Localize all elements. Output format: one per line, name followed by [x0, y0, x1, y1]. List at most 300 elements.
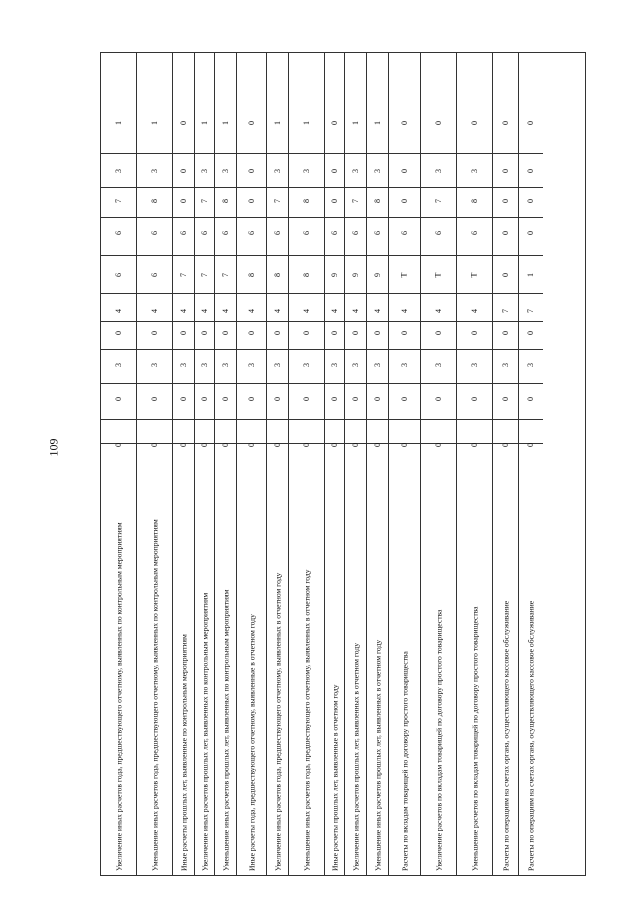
- code-digit: 3: [372, 363, 382, 367]
- code-digit: 0: [350, 443, 360, 447]
- table-row: [195, 53, 215, 875]
- row-description: Расчеты по операциям на счетах органа, осуществляющего кассовое обслуживание: [500, 600, 510, 871]
- code-digit-cell: [215, 228, 236, 238]
- code-digit-cell: [267, 196, 288, 206]
- row-description: Увеличение иных расчетов года, предшествующего отчетному, выявленных в отчетном году: [272, 572, 282, 871]
- code-digit-cell: [289, 306, 324, 316]
- row-description: Иные расчеты прошлых лет, выявленные в отчетном году: [329, 684, 339, 871]
- code-digit-cell: [215, 270, 236, 280]
- code-digit-cell: [389, 118, 420, 128]
- code-digit: 1: [372, 121, 382, 125]
- code-digit-cell: [289, 270, 324, 280]
- code-digit: 1: [113, 121, 123, 125]
- code-digit: 8: [272, 273, 282, 277]
- code-digit: 0: [372, 443, 382, 447]
- code-digit: 7: [178, 273, 188, 277]
- code-digit-cell: [173, 166, 194, 176]
- code-digit: 0: [526, 199, 535, 203]
- code-digit-cell: [345, 328, 366, 338]
- code-digit-cell: [325, 360, 344, 370]
- code-digit-cell: [267, 306, 288, 316]
- code-digit: 4: [149, 309, 159, 313]
- code-digit: 0: [149, 443, 159, 447]
- code-digit-cell: [173, 270, 194, 280]
- code-digit-cell: [173, 394, 194, 404]
- row-description-cell: [173, 443, 194, 875]
- code-digit: 0: [500, 331, 510, 335]
- table-row: [101, 53, 137, 875]
- code-digit-cell: [289, 196, 324, 206]
- code-digit-cell: [267, 118, 288, 128]
- table-row: [367, 53, 389, 875]
- code-digit-cell: [421, 196, 456, 206]
- code-digit: 0: [329, 397, 339, 401]
- code-digit-cell: [195, 394, 214, 404]
- code-digit-cell: [195, 440, 214, 450]
- code-digit-cell: [421, 166, 456, 176]
- row-description-cell: [493, 443, 518, 875]
- code-digit: 0: [220, 397, 230, 401]
- row-description: Уменьшение иных расчетов прошлых лет, выявленных в отчетном году: [372, 639, 382, 871]
- code-digit: 0: [526, 121, 535, 125]
- code-digit: 1: [526, 273, 535, 277]
- code-digit-cell: [101, 394, 136, 404]
- code-digit-cell: [325, 118, 344, 128]
- code-digit: 1: [199, 121, 209, 125]
- code-digit: 8: [372, 199, 382, 203]
- table-row: [137, 53, 173, 875]
- code-digit-cell: [215, 328, 236, 338]
- code-digit-cell: [389, 394, 420, 404]
- code-digit: 8: [220, 199, 230, 203]
- code-digit-cell: [237, 166, 266, 176]
- code-digit-cell: [237, 118, 266, 128]
- code-digit-cell: [101, 228, 136, 238]
- code-digit-cell: [519, 328, 543, 338]
- code-digit-cell: [173, 440, 194, 450]
- table-row: [237, 53, 267, 875]
- code-digit: 0: [372, 331, 382, 335]
- code-digit: 3: [469, 169, 479, 173]
- table-row: [345, 53, 367, 875]
- code-digit-cell: [367, 440, 388, 450]
- code-digit: 0: [178, 199, 188, 203]
- code-digit: 0: [272, 397, 282, 401]
- code-digit: 0: [220, 443, 230, 447]
- code-digit: 3: [433, 169, 443, 173]
- code-digit: Т: [469, 272, 479, 278]
- code-digit: 0: [149, 397, 159, 401]
- code-digit: 6: [301, 231, 311, 235]
- code-digit: 6: [329, 231, 339, 235]
- code-digit-cell: [421, 118, 456, 128]
- code-digit: Т: [399, 272, 409, 278]
- code-digit: 4: [301, 309, 311, 313]
- code-digit: 1: [149, 121, 159, 125]
- code-digit: 0: [246, 169, 256, 173]
- code-digit-cell: [237, 270, 266, 280]
- code-digit-cell: [101, 166, 136, 176]
- code-digit: 4: [399, 309, 409, 313]
- code-digit-cell: [493, 118, 518, 128]
- code-digit: 0: [329, 169, 339, 173]
- code-digit-cell: [389, 360, 420, 370]
- code-digit-cell: [493, 328, 518, 338]
- code-digit: 3: [113, 363, 123, 367]
- code-digit: 0: [500, 397, 510, 401]
- code-digit-cell: [345, 118, 366, 128]
- code-digit-cell: [101, 196, 136, 206]
- code-digit-cell: [267, 228, 288, 238]
- code-digit-cell: [493, 394, 518, 404]
- code-digit: 4: [350, 309, 360, 313]
- code-digit-cell: [289, 166, 324, 176]
- code-digit-cell: [289, 228, 324, 238]
- code-digit: 6: [113, 273, 123, 277]
- code-digit-cell: [493, 196, 518, 206]
- code-digit: 3: [526, 363, 535, 367]
- code-digit-cell: [421, 228, 456, 238]
- code-digit-cell: [493, 228, 518, 238]
- code-digit: 6: [433, 231, 443, 235]
- code-digit: 0: [469, 397, 479, 401]
- code-digit-cell: [457, 228, 492, 238]
- code-digit-cell: [215, 166, 236, 176]
- code-digit-cell: [137, 306, 172, 316]
- code-digit-cell: [325, 270, 344, 280]
- code-digit-cell: [367, 118, 388, 128]
- code-digit: 0: [350, 397, 360, 401]
- code-digit-cell: [137, 166, 172, 176]
- code-digit: 0: [246, 397, 256, 401]
- code-digit-cell: [137, 228, 172, 238]
- code-digit-cell: [267, 328, 288, 338]
- code-digit-cell: [421, 306, 456, 316]
- code-digit: 3: [220, 169, 230, 173]
- code-digit: 0: [526, 169, 535, 173]
- row-description-cell: [215, 443, 236, 875]
- code-digit: 4: [199, 309, 209, 313]
- code-digit-cell: [173, 360, 194, 370]
- table-row: [493, 53, 519, 875]
- code-digit-cell: [367, 306, 388, 316]
- code-digit-cell: [367, 394, 388, 404]
- code-digit-cell: [345, 440, 366, 450]
- table-row: [519, 53, 543, 875]
- code-digit-cell: [325, 440, 344, 450]
- code-digit-cell: [325, 228, 344, 238]
- table-row: [457, 53, 493, 875]
- code-digit: 1: [272, 121, 282, 125]
- code-digit-cell: [421, 328, 456, 338]
- table-rows: [101, 53, 585, 875]
- code-digit-cell: [367, 360, 388, 370]
- row-description-cell: [289, 443, 324, 875]
- code-digit: 6: [399, 231, 409, 235]
- code-digit: 0: [399, 169, 409, 173]
- code-digit: 4: [113, 309, 123, 313]
- row-description-cell: [237, 443, 266, 875]
- code-digit: 3: [149, 363, 159, 367]
- code-digit-cell: [267, 394, 288, 404]
- code-digit: 0: [433, 397, 443, 401]
- code-digit-cell: [519, 270, 543, 280]
- code-digit: 0: [500, 199, 510, 203]
- code-digit-cell: [389, 270, 420, 280]
- code-digit: 0: [469, 443, 479, 447]
- code-digit: 8: [469, 199, 479, 203]
- row-description-cell: [195, 443, 214, 875]
- code-digit-cell: [237, 440, 266, 450]
- code-digit: 3: [350, 169, 360, 173]
- code-digit: 0: [199, 331, 209, 335]
- code-digit: 8: [246, 273, 256, 277]
- row-description: Увеличение иных расчетов прошлых лет, выявленных по контрольным мероприятиям: [199, 592, 209, 871]
- code-digit-cell: [289, 440, 324, 450]
- code-digit-cell: [345, 270, 366, 280]
- code-digit: 0: [113, 331, 123, 335]
- code-digit-cell: [345, 306, 366, 316]
- code-digit-cell: [215, 306, 236, 316]
- code-digit: 0: [149, 331, 159, 335]
- code-digit-cell: [367, 328, 388, 338]
- code-digit: 8: [301, 199, 311, 203]
- row-description-cell: [345, 443, 366, 875]
- code-digit-cell: [367, 228, 388, 238]
- code-digit-cell: [237, 394, 266, 404]
- table-row: [267, 53, 289, 875]
- code-digit: 3: [433, 363, 443, 367]
- code-digit: 0: [526, 231, 535, 235]
- code-digit-cell: [195, 118, 214, 128]
- code-digit: 4: [178, 309, 188, 313]
- page-number: 109: [46, 438, 61, 457]
- code-digit: 3: [469, 363, 479, 367]
- code-digit: 0: [526, 443, 535, 447]
- code-digit-cell: [289, 328, 324, 338]
- code-digit-cell: [457, 328, 492, 338]
- code-digit-cell: [345, 228, 366, 238]
- code-digit-cell: [421, 360, 456, 370]
- code-digit: 7: [350, 199, 360, 203]
- code-digit-cell: [289, 394, 324, 404]
- code-digit-cell: [289, 118, 324, 128]
- code-digit: 0: [113, 443, 123, 447]
- code-digit: 0: [329, 199, 339, 203]
- code-digit: 0: [399, 331, 409, 335]
- code-digit: 0: [272, 443, 282, 447]
- code-digit-cell: [215, 394, 236, 404]
- code-digit-cell: [519, 360, 543, 370]
- code-digit-cell: [215, 360, 236, 370]
- code-digit-cell: [457, 360, 492, 370]
- code-digit-cell: [519, 228, 543, 238]
- row-description: Уменьшение расчетов по вкладам товарищей по договору простого товарищества: [469, 606, 479, 871]
- code-digit-cell: [519, 196, 543, 206]
- code-digit: 0: [500, 273, 510, 277]
- code-digit: 3: [178, 363, 188, 367]
- row-description: Уменьшение иных расчетов года, предшествующего отчетному, выявленных по контрольным мероприятиям: [149, 519, 159, 871]
- code-digit: 0: [469, 331, 479, 335]
- code-digit-cell: [389, 306, 420, 316]
- code-digit: 4: [469, 309, 479, 313]
- code-digit-cell: [519, 394, 543, 404]
- code-digit-cell: [389, 196, 420, 206]
- code-digit-cell: [137, 440, 172, 450]
- code-digit-cell: [173, 306, 194, 316]
- code-digit: 6: [350, 231, 360, 235]
- code-digit-cell: [421, 394, 456, 404]
- code-digit: 0: [433, 331, 443, 335]
- code-digit-cell: [237, 328, 266, 338]
- code-digit-cell: [519, 440, 543, 450]
- code-digit-cell: [389, 166, 420, 176]
- code-digit-cell: [101, 270, 136, 280]
- code-digit: 3: [199, 363, 209, 367]
- code-digit: 6: [246, 231, 256, 235]
- row-description-cell: [367, 443, 388, 875]
- row-description-cell: [267, 443, 288, 875]
- code-digit-cell: [457, 166, 492, 176]
- code-digit: 4: [433, 309, 443, 313]
- code-digit: 3: [350, 363, 360, 367]
- code-digit: 7: [272, 199, 282, 203]
- code-digit-cell: [137, 196, 172, 206]
- code-digit: 9: [372, 273, 382, 277]
- code-digit: 0: [113, 397, 123, 401]
- code-digit-cell: [367, 270, 388, 280]
- code-digit-cell: [457, 440, 492, 450]
- code-digit-cell: [421, 440, 456, 450]
- code-digit: 0: [301, 443, 311, 447]
- row-description: Уменьшение иных расчетов прошлых лет, выявленных по контрольным мероприятиям: [220, 589, 230, 871]
- code-digit-cell: [493, 270, 518, 280]
- code-digit: 4: [272, 309, 282, 313]
- code-digit: 0: [329, 121, 339, 125]
- code-digit-cell: [137, 360, 172, 370]
- code-digit: 3: [301, 169, 311, 173]
- code-digit: 3: [372, 169, 382, 173]
- code-digit: 6: [372, 231, 382, 235]
- code-digit-cell: [173, 196, 194, 206]
- code-digit: 0: [399, 443, 409, 447]
- row-description-cell: [325, 443, 344, 875]
- code-digit: 3: [301, 363, 311, 367]
- code-digit-cell: [325, 196, 344, 206]
- code-digit-cell: [215, 118, 236, 128]
- code-digit-cell: [457, 306, 492, 316]
- code-digit-cell: [267, 166, 288, 176]
- row-description-cell: [519, 443, 543, 875]
- code-digit: 9: [350, 273, 360, 277]
- code-digit: 0: [199, 443, 209, 447]
- row-description: Расчеты по операциям на счетах органа, осуществляющего кассовое обслуживание: [526, 600, 536, 871]
- code-digit: 0: [500, 231, 510, 235]
- code-digit: 7: [199, 199, 209, 203]
- table-row: [289, 53, 325, 875]
- code-digit-cell: [457, 394, 492, 404]
- table-row: [421, 53, 457, 875]
- code-digit: 0: [526, 397, 535, 401]
- code-digit-cell: [101, 360, 136, 370]
- code-digit: 0: [178, 169, 188, 173]
- code-digit: 3: [246, 363, 256, 367]
- code-digit-cell: [195, 306, 214, 316]
- code-digit: 0: [372, 397, 382, 401]
- code-digit: 7: [199, 273, 209, 277]
- code-digit: 3: [199, 169, 209, 173]
- row-description-cell: [421, 443, 456, 875]
- code-digit-cell: [457, 196, 492, 206]
- code-digit: 0: [399, 199, 409, 203]
- row-description: Уменьшение иных расчетов года, предшествующего отчетному, выявленных в отчетном году: [301, 569, 311, 871]
- code-digit-cell: [101, 440, 136, 450]
- code-digit-cell: [267, 360, 288, 370]
- code-digit: 3: [399, 363, 409, 367]
- code-digit: 4: [372, 309, 382, 313]
- code-digit-cell: [493, 360, 518, 370]
- code-digit-cell: [195, 228, 214, 238]
- code-digit-cell: [237, 360, 266, 370]
- code-digit: 9: [329, 273, 339, 277]
- code-digit: 7: [433, 199, 443, 203]
- row-description: Расчеты по вкладам товарищей по договору простого товарищества: [399, 651, 409, 871]
- table-row: [173, 53, 195, 875]
- row-description: Увеличение иных расчетов года, предшествующего отчетному, выявленных по контрольным мероприятиям: [113, 522, 123, 871]
- code-digit: 0: [199, 397, 209, 401]
- code-digit: 0: [329, 443, 339, 447]
- code-digit-cell: [195, 360, 214, 370]
- code-digit: 0: [433, 443, 443, 447]
- code-digit-cell: [101, 306, 136, 316]
- table-row: [325, 53, 345, 875]
- code-digit: 4: [246, 309, 256, 313]
- code-digit: 6: [149, 231, 159, 235]
- code-digit-cell: [493, 306, 518, 316]
- code-digit: 4: [329, 309, 339, 313]
- code-digit-cell: [325, 394, 344, 404]
- code-digit: 6: [149, 273, 159, 277]
- code-digit-cell: [345, 196, 366, 206]
- code-digit-cell: [389, 228, 420, 238]
- code-digit: 0: [301, 397, 311, 401]
- code-digit: 1: [350, 121, 360, 125]
- code-digit: 3: [272, 363, 282, 367]
- row-description: Увеличение иных расчетов прошлых лет, выявленных в отчетном году: [350, 642, 360, 871]
- code-digit-cell: [345, 360, 366, 370]
- row-description: Иные расчеты года, предшествующего отчетному, выявленные в отчетном году: [246, 614, 256, 871]
- code-digit: 3: [149, 169, 159, 173]
- code-digit-cell: [457, 270, 492, 280]
- code-digit: 8: [301, 273, 311, 277]
- account-codes-table: [100, 52, 586, 876]
- code-digit: 6: [469, 231, 479, 235]
- code-digit: 0: [246, 199, 256, 203]
- code-digit-cell: [267, 440, 288, 450]
- code-digit-cell: [137, 118, 172, 128]
- code-digit: 0: [399, 397, 409, 401]
- code-digit: 0: [469, 121, 479, 125]
- row-description-cell: [101, 443, 136, 875]
- code-digit-cell: [325, 166, 344, 176]
- code-digit: 3: [272, 169, 282, 173]
- code-digit: 0: [178, 331, 188, 335]
- code-digit-cell: [267, 270, 288, 280]
- code-digit-cell: [493, 440, 518, 450]
- code-digit-cell: [101, 328, 136, 338]
- code-digit: 0: [246, 331, 256, 335]
- code-digit: 3: [500, 363, 510, 367]
